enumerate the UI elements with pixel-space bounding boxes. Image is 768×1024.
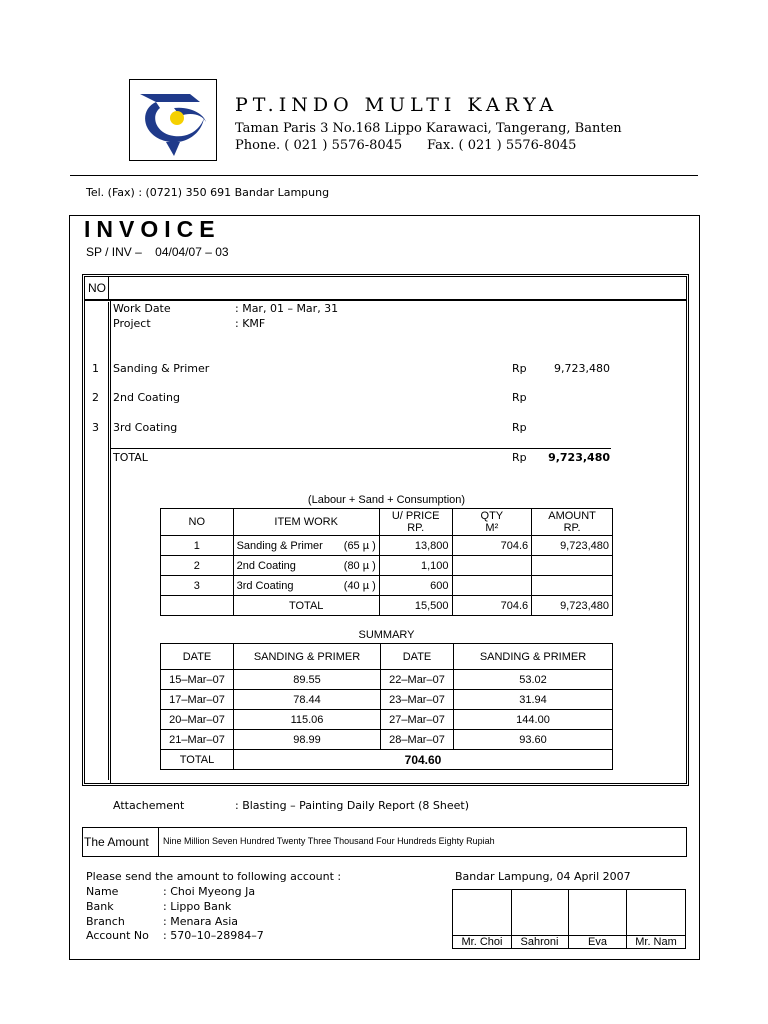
logo-swirl-icon bbox=[130, 80, 216, 160]
summary-date: 22–Mar–07 bbox=[381, 670, 454, 690]
detail-qty bbox=[452, 576, 532, 596]
table-row bbox=[161, 556, 613, 576]
total-label: TOTAL bbox=[113, 451, 148, 464]
place-date: Bandar Lampung, 04 April 2007 bbox=[455, 870, 631, 883]
item-no: 2 bbox=[92, 391, 99, 404]
table-row bbox=[161, 710, 613, 730]
detail-item-name: 3rd Coating bbox=[236, 579, 294, 592]
summary-header-date: DATE bbox=[161, 644, 234, 670]
amount-label: The Amount bbox=[84, 835, 149, 849]
item-no: 1 bbox=[92, 362, 99, 375]
table-row bbox=[161, 670, 613, 690]
company-name: PT.INDO MULTI KARYA bbox=[235, 94, 559, 116]
table-row bbox=[161, 576, 613, 596]
summary-value: 31.94 bbox=[454, 690, 613, 710]
detail-total-blank bbox=[161, 596, 234, 616]
amount-header-unit: RP. bbox=[563, 522, 581, 534]
qty-header-unit: M² bbox=[485, 522, 499, 534]
account-value: : Menara Asia bbox=[163, 915, 238, 928]
summary-header-value: SANDING & PRIMER bbox=[454, 644, 613, 670]
signature-cell bbox=[569, 890, 627, 948]
detail-header-amount bbox=[532, 509, 613, 536]
amount-divider bbox=[158, 827, 159, 857]
summary-date: 21–Mar–07 bbox=[161, 730, 234, 750]
account-label: Name bbox=[86, 885, 119, 898]
project-value: : KMF bbox=[235, 317, 266, 330]
summary-header-value: SANDING & PRIMER bbox=[234, 644, 381, 670]
no-column-divider bbox=[110, 300, 111, 784]
table-row bbox=[161, 690, 613, 710]
detail-no: 3 bbox=[161, 576, 234, 596]
item-currency: Rp bbox=[512, 391, 527, 404]
signature-cell bbox=[627, 890, 685, 948]
summary-value: 53.02 bbox=[454, 670, 613, 690]
signatory-name: Mr. Choi bbox=[453, 935, 511, 949]
summary-caption: SUMMARY bbox=[358, 629, 415, 641]
price-header-unit: RP. bbox=[407, 522, 425, 534]
item-currency: Rp bbox=[512, 362, 527, 375]
table-total-row bbox=[161, 596, 613, 616]
price-header-label: U/ PRICE bbox=[391, 510, 440, 522]
work-date-label: Work Date bbox=[113, 302, 171, 315]
account-label: Bank bbox=[86, 900, 114, 913]
summary-date: 17–Mar–07 bbox=[161, 690, 234, 710]
detail-item-spec: (65 µ ) bbox=[343, 539, 376, 552]
detail-item-name: Sanding & Primer bbox=[236, 539, 323, 552]
detail-table bbox=[160, 508, 613, 616]
invoice-number-value: 04/04/07 – 03 bbox=[155, 245, 229, 259]
detail-item-spec: (80 µ ) bbox=[343, 559, 376, 572]
attachment-value: : Blasting – Painting Daily Report (8 Sheet) bbox=[235, 799, 469, 812]
total-currency: Rp bbox=[512, 451, 527, 464]
detail-qty bbox=[452, 556, 532, 576]
signatory-name: Sahroni bbox=[511, 935, 568, 949]
item-amount: 9,723,480 bbox=[554, 362, 610, 375]
summary-total-label: TOTAL bbox=[161, 750, 234, 770]
account-label: Branch bbox=[86, 915, 125, 928]
amount-in-words: Nine Million Seven Hundred Twenty Three Thousand Four Hundreds Eighty Rupiah bbox=[163, 836, 495, 846]
invoice-number bbox=[86, 245, 229, 259]
detail-no: 1 bbox=[161, 536, 234, 556]
detail-header-price bbox=[379, 509, 452, 536]
signature-box bbox=[452, 889, 686, 949]
detail-item-spec: (40 µ ) bbox=[343, 579, 376, 592]
summary-date: 15–Mar–07 bbox=[161, 670, 234, 690]
detail-item bbox=[233, 576, 379, 596]
summary-value: 98.99 bbox=[234, 730, 381, 750]
total-rule bbox=[111, 448, 611, 449]
summary-value: 144.00 bbox=[454, 710, 613, 730]
no-column-header: NO bbox=[88, 281, 106, 295]
detail-amount bbox=[532, 576, 613, 596]
detail-header-qty bbox=[452, 509, 532, 536]
summary-date: 20–Mar–07 bbox=[161, 710, 234, 730]
detail-item-name: 2nd Coating bbox=[236, 559, 296, 572]
detail-amount bbox=[532, 556, 613, 576]
table-header-row bbox=[161, 509, 613, 536]
header-column-divider bbox=[108, 276, 109, 300]
summary-value: 115.06 bbox=[234, 710, 381, 730]
qty-header-label: QTY bbox=[480, 510, 504, 522]
company-fax: Fax. ( 021 ) 5576-8045 bbox=[427, 138, 577, 153]
account-value: : Choi Myeong Ja bbox=[163, 885, 256, 898]
summary-total-value: 704.60 bbox=[234, 750, 613, 770]
item-description: 2nd Coating bbox=[113, 391, 180, 404]
header-divider bbox=[70, 175, 698, 176]
table-row bbox=[161, 536, 613, 556]
company-address: Taman Paris 3 No.168 Lippo Karawaci, Tangerang, Banten bbox=[235, 121, 622, 136]
summary-header-date: DATE bbox=[381, 644, 454, 670]
detail-header-no: NO bbox=[161, 509, 234, 536]
detail-price: 600 bbox=[379, 576, 452, 596]
item-description: Sanding & Primer bbox=[113, 362, 210, 375]
company-logo bbox=[129, 79, 217, 161]
project-label: Project bbox=[113, 317, 151, 330]
detail-item bbox=[233, 556, 379, 576]
detail-caption: (Labour + Sand + Consumption) bbox=[307, 494, 466, 506]
detail-price: 1,100 bbox=[379, 556, 452, 576]
detail-qty: 704.6 bbox=[452, 536, 532, 556]
summary-date: 28–Mar–07 bbox=[381, 730, 454, 750]
account-value: : Lippo Bank bbox=[163, 900, 232, 913]
detail-price: 13,800 bbox=[379, 536, 452, 556]
summary-value: 93.60 bbox=[454, 730, 613, 750]
amount-header-label: AMOUNT bbox=[548, 510, 596, 522]
total-amount: 9,723,480 bbox=[548, 451, 610, 464]
detail-total-price: 15,500 bbox=[379, 596, 452, 616]
detail-total-qty: 704.6 bbox=[452, 596, 532, 616]
branch-telephone: Tel. (Fax) : (0721) 350 691 Bandar Lampung bbox=[86, 186, 330, 199]
work-date-value: : Mar, 01 – Mar, 31 bbox=[235, 302, 339, 315]
item-no: 3 bbox=[92, 421, 99, 434]
account-intro: Please send the amount to following account : bbox=[86, 870, 342, 883]
attachment-label: Attachement bbox=[113, 799, 185, 812]
table-header-row bbox=[161, 644, 613, 670]
table-row bbox=[161, 730, 613, 750]
item-description: 3rd Coating bbox=[113, 421, 178, 434]
summary-value: 78.44 bbox=[234, 690, 381, 710]
account-label: Account No bbox=[86, 929, 149, 942]
account-value: : 570–10–28984–7 bbox=[163, 929, 264, 942]
detail-header-item: ITEM WORK bbox=[233, 509, 379, 536]
items-header-row bbox=[84, 276, 687, 300]
invoice-title: INVOICE bbox=[84, 216, 221, 242]
summary-date: 27–Mar–07 bbox=[381, 710, 454, 730]
detail-item bbox=[233, 536, 379, 556]
invoice-number-label: SP / INV – bbox=[86, 245, 142, 259]
company-phone: Phone. ( 021 ) 5576-8045 bbox=[235, 138, 403, 153]
signatory-name: Eva bbox=[569, 935, 626, 949]
table-total-row bbox=[161, 750, 613, 770]
signatory-name: Mr. Nam bbox=[627, 935, 685, 949]
summary-table bbox=[160, 643, 613, 770]
signature-cell bbox=[511, 890, 569, 948]
detail-no: 2 bbox=[161, 556, 234, 576]
summary-value: 89.55 bbox=[234, 670, 381, 690]
detail-total-label: TOTAL bbox=[233, 596, 379, 616]
summary-date: 23–Mar–07 bbox=[381, 690, 454, 710]
signature-cell bbox=[453, 890, 512, 948]
item-currency: Rp bbox=[512, 421, 527, 434]
detail-amount: 9,723,480 bbox=[532, 536, 613, 556]
detail-total-amount: 9,723,480 bbox=[532, 596, 613, 616]
